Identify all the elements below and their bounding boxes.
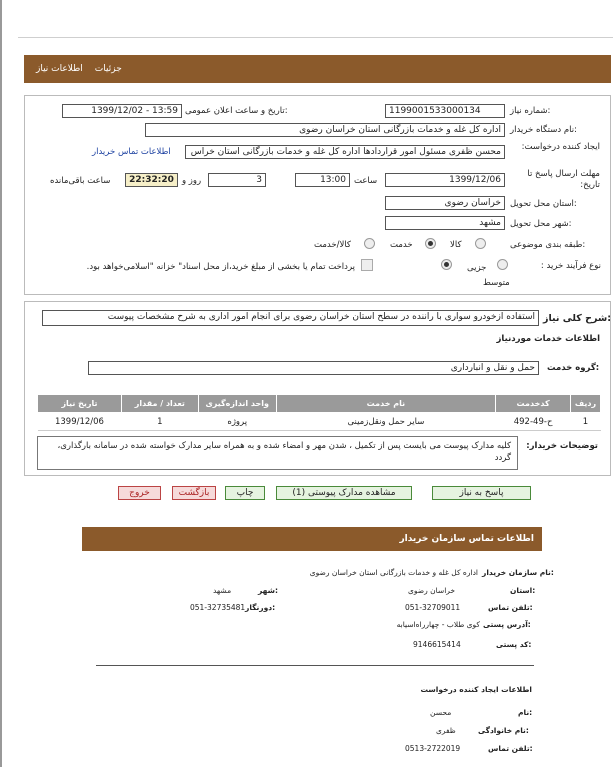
cell-qty: 1 <box>121 413 198 431</box>
remaining-time-field: 22:32:20 <box>125 173 178 187</box>
days-field: 3 <box>208 173 266 187</box>
creator-label: ایجاد کننده درخواست: <box>521 142 600 152</box>
need-number-field: 1199001533000134 <box>385 104 505 118</box>
contact-city-value: مشهد <box>213 586 232 595</box>
tab-details[interactable]: جزئیات <box>94 64 122 74</box>
city-field: مشهد <box>385 216 505 230</box>
process-medium-radio[interactable] <box>441 259 452 270</box>
process-medium-label: متوسط <box>483 278 510 288</box>
days-label: روز و <box>182 176 202 186</box>
buyer-notes-field: کلیه مدارک پیوست می بایست پس از تکمیل ، شدن مهر و امضاء شده و به همراه سایر مدارک خواسته شده در سامانه بارگذاری، گردد <box>37 436 518 470</box>
category-goods-label: کالا <box>450 240 462 250</box>
cell-row: 1 <box>571 413 601 431</box>
details-header <box>24 55 611 83</box>
fax-value: 051-32735481 <box>190 603 246 612</box>
last-name-label: نام خانوادگی: <box>478 726 529 735</box>
services-table <box>37 394 601 431</box>
first-name-label: نام: <box>518 708 533 717</box>
process-partial-label: جزیی <box>467 263 487 273</box>
page-left-border <box>0 0 2 767</box>
remaining-label: ساعت باقی‌مانده <box>50 176 111 186</box>
process-partial-radio[interactable] <box>497 259 508 270</box>
cell-unit: پروژه <box>198 413 276 431</box>
deadline-label: مهلت ارسال پاسخ تا تاریخ: <box>527 169 600 190</box>
province-label: استان محل تحویل: <box>510 199 577 209</box>
col-row: ردیف <box>571 395 601 413</box>
first-name-value: محسن <box>430 708 452 717</box>
buyer-org-field: اداره کل غله و خدمات بازرگانی استان خراسان رضوی <box>145 123 505 137</box>
org-name-label: نام سازمان خریدار: <box>482 568 554 577</box>
buyer-org-label: نام دستگاه خریدار: <box>510 125 577 135</box>
creator-phone-value: 0513-2722019 <box>405 744 461 753</box>
buyer-notes-label: توضیحات خریدار: <box>526 441 598 451</box>
category-label: طبقه بندی موضوعی: <box>510 240 586 250</box>
service-group-label: گروه خدمت: <box>547 363 600 373</box>
category-service-label: خدمت <box>390 240 413 250</box>
phone-value: 051-32709011 <box>405 603 461 612</box>
services-title: اطلاعات خدمات موردنیاز <box>496 334 600 344</box>
deadline-time-field: 13:00 <box>295 173 350 187</box>
contact-province-value: خراسان رضوی <box>408 586 456 595</box>
summary-label: شرح کلی نیاز: <box>543 313 612 324</box>
exit-button[interactable]: خروج <box>118 486 161 500</box>
time-label: ساعت <box>354 176 378 186</box>
postal-value: 9146615414 <box>413 640 461 649</box>
tab-need-info[interactable]: اطلاعات نیاز <box>36 64 83 74</box>
col-date: تاریخ نیاز <box>38 395 122 413</box>
address-value: کوی طلاب - چهارراه‌اسیابه <box>396 620 480 629</box>
contact-city-label: شهر: <box>258 586 278 595</box>
creator-phone-label: تلفن تماس: <box>488 744 533 753</box>
creator-info-title: اطلاعات ایجاد کننده درخواست <box>420 685 532 694</box>
deadline-date-field: 1399/12/06 <box>385 173 505 187</box>
col-name: نام خدمت <box>276 395 495 413</box>
col-unit: واحد اندازه‌گیری <box>198 395 276 413</box>
creator-field: محسن ظفری مسئول امور قراردادها اداره کل غله و خدمات بازرگانی استان خراس <box>185 145 505 159</box>
process-label: نوع فرآیند خرید : <box>540 261 601 271</box>
payment-checkbox[interactable] <box>361 259 373 271</box>
contact-province-label: استان: <box>510 586 536 595</box>
org-name-value: اداره کل غله و خدمات بازرگانی استان خراسان رضوی <box>309 568 478 577</box>
cell-name: سایر حمل ونقل‌زمینی <box>276 413 495 431</box>
print-button[interactable]: چاپ <box>225 486 265 500</box>
buyer-contact-link[interactable]: اطلاعات تماس خریدار <box>92 147 171 157</box>
fax-label: دورنگار: <box>245 603 276 612</box>
need-number-label: شماره نیاز: <box>510 106 551 116</box>
cell-date: 1399/12/06 <box>38 413 122 431</box>
top-divider <box>18 37 613 38</box>
last-name-value: ظفری <box>436 726 456 735</box>
cell-code: ح-49-492 <box>496 413 571 431</box>
summary-field: استفاده ازخودرو سواری با راننده در سطح استان خراسان رضوی برای انجام امور اداری به شرح مشخصات پیوست <box>42 310 539 326</box>
col-qty: تعداد / مقدار <box>121 395 198 413</box>
category-goods-service-radio[interactable] <box>364 238 375 249</box>
city-label: شهر محل تحویل: <box>510 219 572 229</box>
announce-label: تاریخ و ساعت اعلان عمومی: <box>185 106 288 116</box>
category-goods-service-label: کالا/خدمت <box>314 240 351 250</box>
contact-header: اطلاعات تماس سازمان خریدار <box>82 527 542 551</box>
postal-label: کد پستی: <box>496 640 532 649</box>
category-goods-radio[interactable] <box>475 238 486 249</box>
payment-note: پرداخت تمام یا بخشی از مبلغ خرید،از محل اسناد" خزانه "اسلامی‌خواهد بود. <box>86 262 355 272</box>
view-attachments-button[interactable]: مشاهده مدارک پیوستی (1) <box>276 486 412 500</box>
back-button[interactable]: بازگشت <box>172 486 216 500</box>
province-field: خراسان رضوی <box>385 196 505 210</box>
phone-label: تلفن تماس: <box>488 603 533 612</box>
contact-divider <box>96 665 534 666</box>
category-service-radio[interactable] <box>425 238 436 249</box>
table-row <box>38 413 601 431</box>
col-code: کدخدمت <box>496 395 571 413</box>
table-header-row <box>38 395 601 413</box>
announce-field: 1399/12/02 - 13:59 <box>62 104 182 118</box>
service-group-field: حمل و نقل و انبارداری <box>88 361 539 375</box>
address-label: آدرس پستی: <box>483 620 531 629</box>
reply-button[interactable]: پاسخ به نیاز <box>432 486 531 500</box>
